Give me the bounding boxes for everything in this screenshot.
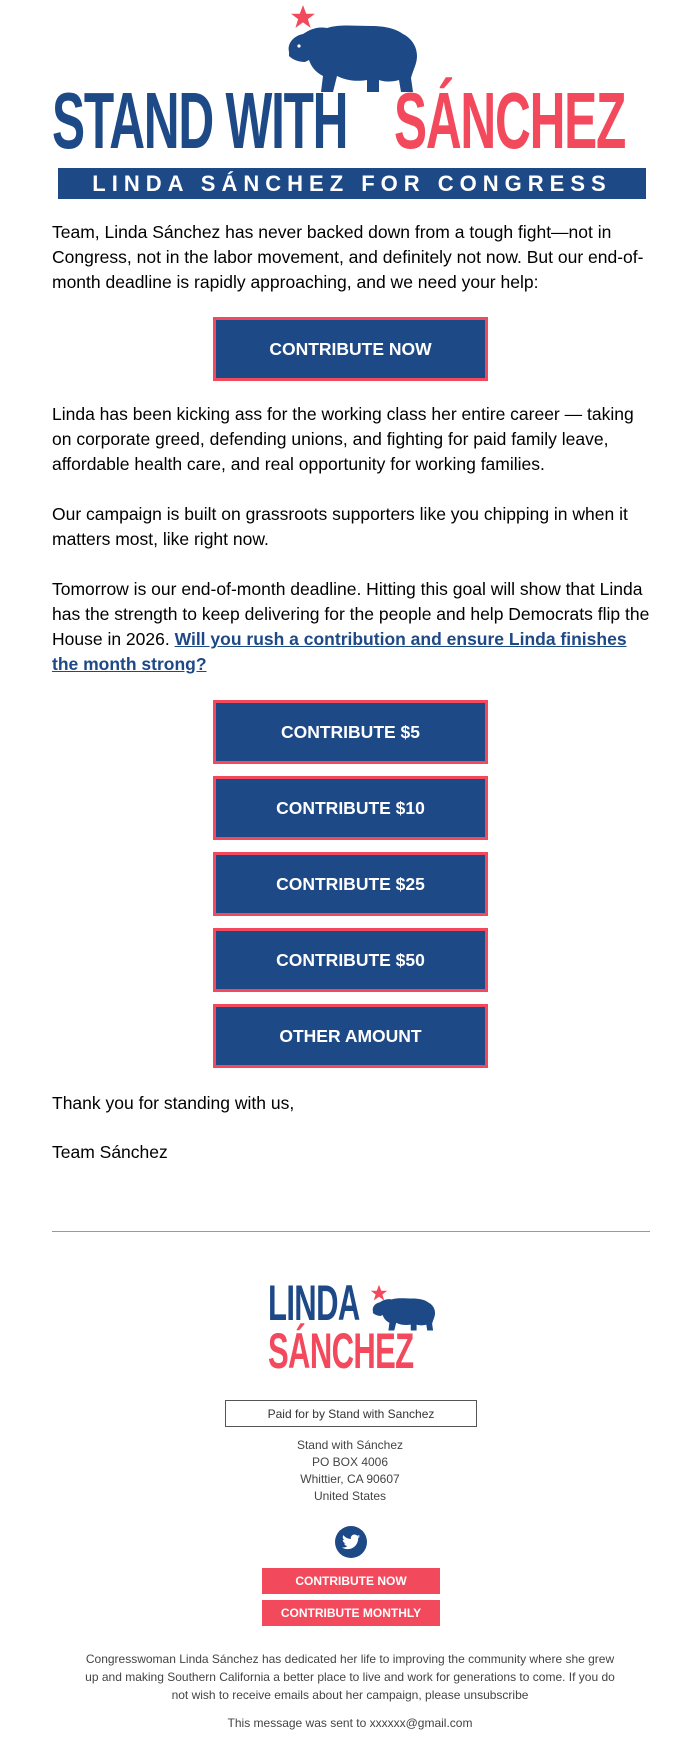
footer-logo-linda: LINDA xyxy=(268,1275,360,1331)
contribute-10-button[interactable]: CONTRIBUTE $10 xyxy=(213,776,488,840)
address-line: PO BOX 4006 xyxy=(311,1455,389,1469)
footer-contribute-now-button[interactable]: CONTRIBUTE NOW xyxy=(262,1568,440,1594)
address-line: Whittier, CA 90607 xyxy=(300,1472,400,1486)
contribute-50-button[interactable]: CONTRIBUTE $50 xyxy=(213,928,488,992)
sent-to-text: This message was sent to xxxxxx@gmail.com xyxy=(227,1716,473,1730)
contribute-25-button[interactable]: CONTRIBUTE $25 xyxy=(213,852,488,916)
other-amount-button[interactable]: OTHER AMOUNT xyxy=(213,1004,488,1068)
intro-paragraph: Team, Linda Sánchez has never backed down from a tough fight—not in Congress, not in the labor movement, and definitely not now. But our end-of-month deadline is rapidly approaching, and we need your help: xyxy=(52,222,644,292)
twitter-button[interactable] xyxy=(335,1526,367,1558)
signature: Team Sánchez xyxy=(52,1142,168,1162)
footer-logo xyxy=(268,1275,438,1380)
headline-stand-with: STAND WITH xyxy=(52,76,348,165)
contribute-now-button[interactable]: CONTRIBUTE NOW xyxy=(213,317,488,381)
address-line: Stand with Sánchez xyxy=(296,1438,404,1452)
subtitle-bar: LINDA SÁNCHEZ FOR CONGRESS xyxy=(58,168,646,199)
rush-contribution-link[interactable]: Will you rush a contribution and ensure Linda finishes the month strong? xyxy=(52,629,627,674)
disclaimer-text: Congresswoman Linda Sánchez has dedicated her life to improving the community where she grew up and making Southern California a better place to live and work for generations to come. If you do not wish to receive emails about her campaign, please unsubscribe xyxy=(85,1652,615,1702)
footer-logo-sanchez: SÁNCHEZ xyxy=(268,1323,414,1379)
paragraph-working-class: Linda has been kicking ass for the working class her entire career — taking on corporate greed, defending unions, and fighting for paid family leave, affordable health care, and real opportunity for working families. xyxy=(52,404,634,474)
contribute-5-button[interactable]: CONTRIBUTE $5 xyxy=(213,700,488,764)
twitter-icon xyxy=(342,1534,360,1550)
mailing-address xyxy=(200,1437,500,1505)
paragraph-grassroots: Our campaign is built on grassroots supporters like you chipping in when it matters most, like right now. xyxy=(52,504,628,549)
header-logo xyxy=(0,0,700,205)
headline-sanchez: SÁNCHEZ xyxy=(394,76,626,165)
closing-text: Thank you for standing with us, xyxy=(52,1093,295,1113)
divider xyxy=(52,1231,650,1232)
paid-for-box: Paid for by Stand with Sanchez xyxy=(225,1400,477,1427)
paragraph-deadline xyxy=(52,577,652,677)
footer-contribute-monthly-button[interactable]: CONTRIBUTE MONTHLY xyxy=(262,1600,440,1626)
address-line: United States xyxy=(313,1489,387,1503)
deadline-text: Tomorrow is our end-of-month deadline. Hitting this goal will show that Linda has the strength to keep delivering for the people and help Democrats flip the House in 2026. xyxy=(52,579,650,649)
